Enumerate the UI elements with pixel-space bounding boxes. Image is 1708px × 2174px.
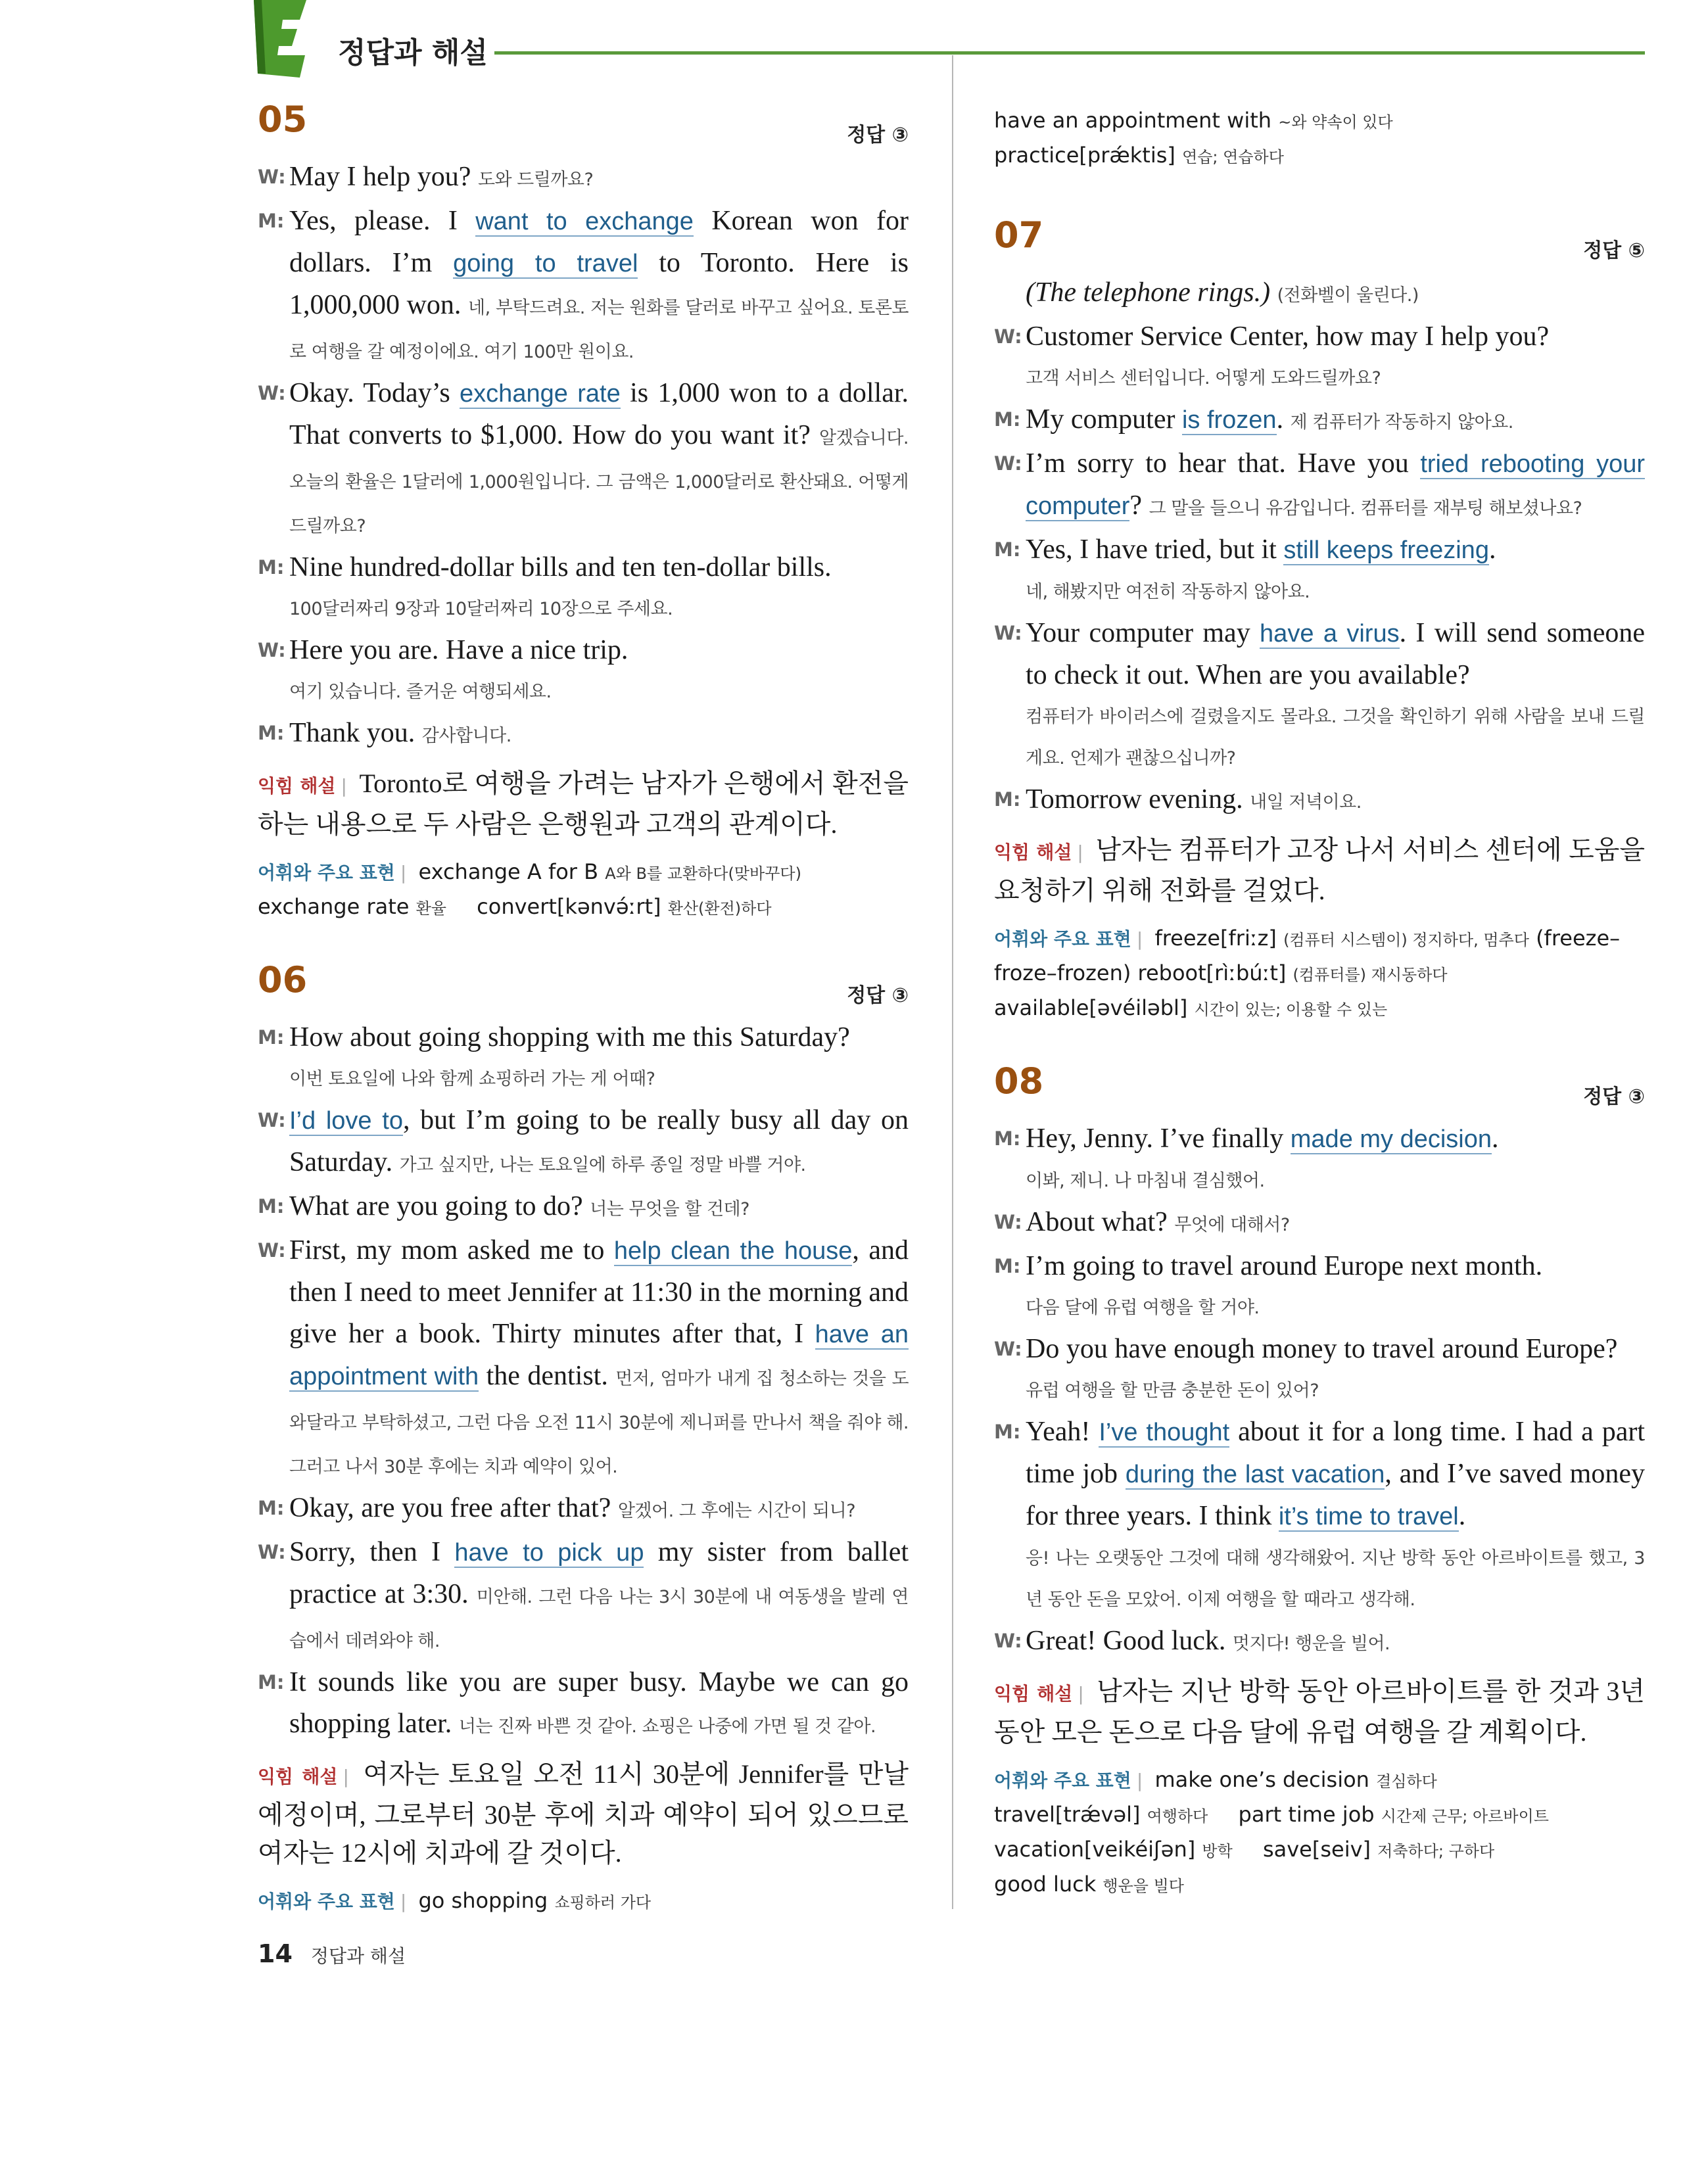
dialogue-line — [258, 1662, 909, 1747]
speaker-label: M: — [994, 1255, 1021, 1277]
english-text: Here you are. Have a nice trip. — [289, 635, 629, 665]
english-text: Yes, I have tried, but it — [1026, 534, 1277, 565]
english-text: Sorry, then I — [289, 1537, 441, 1567]
explanation-note: 익힘 해설 | 남자는 지난 방학 동안 아르바이트를 한 것과 3년 동안 모은 돈으로 다음 달에 유럽 여행을 갈 계획이다. — [994, 1676, 1645, 1747]
vocab-term: exchange rate — [258, 894, 410, 919]
question-number: 05 — [258, 99, 308, 140]
vocabulary-box: 어휘와 주요 표현 | freeze[friːz] (컴퓨터 시스템이) 정지하다, 멈추다 (freeze–froze–frozen) reboot[rìːbúːt] (컴퓨터를) 재시동하다 available[əvéiləbl] 시간이 있는; 이용할 수 있는 — [994, 926, 1621, 1020]
english-text: (The telephone rings.) — [1026, 277, 1271, 308]
question-number: 08 — [994, 1060, 1044, 1102]
footer-label: 정답과 해설 — [310, 1945, 406, 1967]
english-text: What are you going to do? — [289, 1191, 583, 1221]
korean-translation: 너는 진짜 바쁜 것 같아. 쇼핑은 나중에 가면 될 것 같아. — [458, 1716, 876, 1737]
explanation-note: 익힘 해설 | Toronto로 여행을 가려는 남자가 은행에서 환전을 하는 내용으로 두 사람은 은행원과 고객의 관계이다. — [258, 768, 909, 839]
korean-translation: 고객 서비스 센터입니다. 어떻게 도와드릴까요? — [1026, 368, 1381, 389]
english-text: Okay, are you free after that? — [289, 1493, 611, 1523]
answer-label: 정답 ⑤ — [1583, 239, 1645, 262]
english-text: . — [1276, 404, 1284, 435]
vocabulary-box: 어휘와 주요 표현 | go shopping 쇼핑하러 가다 — [258, 1888, 652, 1913]
korean-translation: 유럽 여행을 할 만큼 충분한 돈이 있어? — [1026, 1381, 1319, 1401]
english-text: to Toronto. Here is 1,000,000 won. — [289, 248, 909, 320]
english-text: is 1,000 won to a dollar. That converts to $1,000. How do you want it? — [289, 378, 909, 450]
question-header — [994, 214, 1645, 267]
dialogue-line — [258, 373, 909, 547]
dialogue-line — [994, 613, 1645, 779]
korean-translation: 여기 있습니다. 즐거운 여행되세요. — [289, 682, 552, 702]
korean-translation: 무엇에 대해서? — [1174, 1215, 1290, 1235]
english-text: May I help you? — [289, 162, 471, 192]
vocab-meaning: 저축하다; 구하다 — [1377, 1842, 1495, 1860]
speaker-label: M: — [258, 556, 285, 579]
vocab-term: available[əvéiləbl] — [994, 995, 1188, 1020]
dialogue-line — [258, 201, 909, 373]
vocab-meaning: (컴퓨터 시스템이) 정지하다, 멈추다 — [1283, 931, 1529, 949]
highlighted-phrase: it’s time to travel — [1278, 1503, 1459, 1530]
highlighted-phrase: want to exchange — [475, 208, 694, 235]
english-text: the dentist. — [486, 1361, 608, 1391]
speaker-label: M: — [994, 1127, 1021, 1150]
vocabulary-label: 어휘와 주요 표현 — [994, 1770, 1131, 1791]
question-08 — [994, 1060, 1645, 1902]
english-text: . I will send someone to check it out. When are you available? — [1026, 618, 1646, 690]
korean-translation: 도와 드릴까요? — [477, 170, 594, 190]
highlighted-phrase: I’ve thought — [1099, 1419, 1230, 1446]
dialogue-line — [258, 1488, 909, 1532]
vocab-term: reboot[rìːbúːt] — [1137, 960, 1287, 985]
vocab-meaning: 환산(환전)하다 — [667, 899, 772, 918]
english-text: . — [1488, 534, 1496, 565]
korean-translation: 너는 무엇을 할 건데? — [590, 1199, 749, 1219]
answer-label: 정답 ③ — [847, 124, 909, 147]
english-text: How about going shopping with me this Saturday? — [289, 1022, 850, 1052]
speaker-label: W: — [258, 639, 286, 661]
explanation-text: 남자는 지난 방학 동안 아르바이트를 한 것과 3년 동안 모은 돈으로 다음 달에 유럽 여행을 갈 계획이다. — [994, 1676, 1645, 1747]
speaker-label: W: — [258, 1541, 286, 1563]
speaker-label: M: — [994, 408, 1021, 431]
english-text: Yeah! — [1026, 1417, 1091, 1447]
vocab-meaning: 여행하다 — [1147, 1807, 1208, 1826]
highlighted-phrase: help clean the house — [613, 1237, 853, 1265]
page-footer — [258, 1939, 406, 1968]
korean-translation: 멋지다! 행운을 빌어. — [1232, 1634, 1390, 1654]
english-text: Korean won for dollars. I’m — [289, 206, 909, 278]
vocab-term: exchange A for B — [418, 859, 599, 884]
speaker-label: W: — [994, 325, 1022, 348]
speaker-label: W: — [994, 1338, 1022, 1360]
explanation-text: 남자는 컴퓨터가 고장 나서 서비스 센터에 도움을 요청하기 위해 전화를 걸었다. — [994, 835, 1645, 905]
korean-translation: 100달러짜리 9장과 10달러짜리 10장으로 주세요. — [289, 599, 673, 619]
dialogue-line — [994, 443, 1645, 529]
english-text: Your computer may — [1026, 618, 1250, 648]
korean-translation: 감사합니다. — [421, 726, 511, 746]
right-column — [994, 110, 1645, 1937]
dialogue-line — [258, 1017, 909, 1100]
vocab-meaning: 방학 — [1202, 1842, 1233, 1860]
question-number: 07 — [994, 214, 1044, 256]
explanation-text: 여자는 토요일 오전 11시 30분에 Jennifer를 만날 예정이며, 그로부터 30분 후에 치과 예약이 되어 있으므로 여자는 12시에 치과에 갈 것이다. — [258, 1759, 909, 1868]
vocab-term: practice[prǽktis] — [994, 143, 1175, 168]
dialogue-line — [258, 713, 909, 757]
dialogue-line — [994, 1202, 1645, 1246]
english-text: Okay. Today’s — [289, 378, 450, 408]
vocabulary-label: 어휘와 주요 표현 — [258, 862, 395, 884]
korean-translation: 미안해. 그런 다음 나는 3시 30분에 내 여동생을 발레 연습에서 데려와야 해. — [289, 1587, 909, 1651]
speaker-label: M: — [258, 1497, 285, 1519]
speaker-label: M: — [258, 1195, 285, 1217]
english-text: It sounds like you are super busy. Maybe we can go shopping later. — [289, 1667, 909, 1739]
english-text: about it for a long time. I had a part time job — [1026, 1417, 1646, 1489]
english-text: ? — [1129, 490, 1143, 521]
dialogue-line — [258, 156, 909, 201]
english-text: About what? — [1026, 1207, 1168, 1237]
explanation-label: 익힘 해설 — [258, 1766, 338, 1787]
stage-direction — [994, 272, 1645, 316]
question-07 — [994, 214, 1645, 1026]
highlighted-phrase: tried rebooting your computer — [1026, 450, 1645, 520]
vocab-meaning: 연습; 연습하다 — [1182, 148, 1284, 166]
korean-translation: 응! 나는 오랫동안 그것에 대해 생각해왔어. 지난 방학 동안 아르바이트를 했고, 3년 동안 돈을 모았어. 이제 여행을 할 때라고 생각해. — [1026, 1548, 1645, 1610]
dialogue-line — [258, 1230, 909, 1488]
speaker-label: M: — [258, 1671, 285, 1693]
korean-translation: 이봐, 제니. 나 마침내 결심했어. — [1026, 1171, 1265, 1191]
english-text: , and I’ve saved money for three years. I think — [1026, 1459, 1645, 1531]
vocab-meaning: 환율 — [415, 899, 446, 918]
dialogue-line — [994, 779, 1645, 823]
speaker-label: M: — [258, 722, 285, 744]
question-header — [258, 99, 909, 151]
english-text: Yes, please. I — [289, 206, 458, 236]
vocab-forms: (freeze–froze–frozen) — [994, 926, 1621, 985]
question-header — [994, 1060, 1645, 1113]
vocab-term: make one’s decision — [1154, 1767, 1369, 1792]
english-text: My computer — [1026, 404, 1175, 435]
vocabulary-continued — [994, 104, 1645, 174]
vocab-term: go shopping — [418, 1888, 548, 1913]
vocab-meaning: 행운을 빌다 — [1103, 1877, 1184, 1895]
dialogue-line — [258, 1100, 909, 1186]
dialogue-line — [994, 529, 1645, 613]
highlighted-phrase: I’d love to — [289, 1107, 403, 1135]
vocab-term: travel[trǽvəl] — [994, 1802, 1141, 1827]
vocab-term: save[seiv] — [1262, 1837, 1371, 1862]
page-number: 14 — [258, 1939, 293, 1968]
left-column — [258, 99, 909, 1953]
dialogue-line — [994, 1411, 1645, 1620]
english-text: I’m going to travel around Europe next month. — [1026, 1251, 1543, 1281]
speaker-label: W: — [994, 1630, 1022, 1652]
vocab-meaning: 시간이 있는; 이용할 수 있는 — [1194, 1001, 1388, 1019]
explanation-note: 익힘 해설 | 여자는 토요일 오전 11시 30분에 Jennifer를 만날 예정이며, 그로부터 30분 후에 치과 예약이 되어 있으므로 여자는 12시에 치과에 갈 것이다. — [258, 1759, 909, 1868]
dialogue-line — [258, 1186, 909, 1230]
highlighted-phrase: going to travel — [453, 250, 638, 277]
vocabulary-box: 어휘와 주요 표현 | exchange A for B A와 B를 교환하다(맞바꾸다) exchange rate 환율 convert[kənvə́ːrt] 환산(환전)하다 — [258, 859, 801, 919]
dialogue-line — [994, 1118, 1645, 1202]
vocab-term: freeze[friːz] — [1154, 926, 1277, 951]
column-divider — [952, 55, 953, 1909]
speaker-label: W: — [994, 452, 1022, 475]
english-text: First, my mom asked me to — [289, 1235, 605, 1265]
explanation-label: 익힘 해설 — [994, 1683, 1073, 1705]
english-text: . — [1492, 1123, 1499, 1154]
speaker-label: M: — [994, 788, 1021, 811]
speaker-label: W: — [258, 166, 286, 188]
english-text: , and then I need to meet Jennifer at 11:30 in the morning and give her a book. Thirty minutes after that, I — [289, 1235, 909, 1349]
vocabulary-label: 어휘와 주요 표현 — [994, 928, 1131, 950]
vocab-meaning: 결심하다 — [1376, 1772, 1437, 1791]
english-text: . — [1458, 1501, 1466, 1531]
english-text: my sister from ballet practice at 3:30. — [289, 1537, 909, 1609]
explanation-label: 익힘 해설 — [258, 775, 336, 797]
dialogue-line — [994, 1620, 1645, 1665]
header-rule — [494, 51, 1645, 55]
dialogue-line — [994, 1329, 1645, 1411]
question-06 — [258, 959, 909, 1919]
question-number: 06 — [258, 959, 308, 1001]
speaker-label: M: — [258, 1026, 285, 1049]
highlighted-phrase: have to pick up — [454, 1539, 644, 1567]
speaker-label: W: — [258, 1109, 286, 1131]
english-text: Great! Good luck. — [1026, 1626, 1226, 1656]
english-text: Hey, Jenny. I’ve finally — [1026, 1123, 1284, 1154]
vocab-meaning: ~와 약속이 있다 — [1278, 113, 1393, 131]
header-title: 정답과 해설 — [338, 36, 488, 70]
vocab-meaning: 쇼핑하러 가다 — [554, 1893, 652, 1912]
korean-translation: (전화벨이 울린다.) — [1277, 285, 1419, 306]
vocab-meaning: A와 B를 교환하다(맞바꾸다) — [605, 864, 801, 883]
english-text: Customer Service Center, how may I help you? — [1026, 321, 1550, 352]
highlighted-phrase: have an appointment with — [289, 1321, 909, 1390]
speaker-label: M: — [994, 538, 1021, 561]
english-text: I’m sorry to hear that. Have you — [1026, 448, 1409, 479]
vocab-term: vacation[veikéiʃən] — [994, 1837, 1196, 1862]
korean-translation: 알겠습니다. 오늘의 환율은 1달러에 1,000원입니다. 그 금액은 1,000달러로 환산돼요. 어떻게 드릴까요? — [289, 428, 909, 536]
korean-translation: 알겠어. 그 후에는 시간이 되니? — [617, 1501, 856, 1521]
explanation-text: Toronto로 여행을 가려는 남자가 은행에서 환전을 하는 내용으로 두 사람은 은행원과 고객의 관계이다. — [258, 768, 909, 839]
speaker-label: W: — [994, 622, 1022, 644]
speaker-label: W: — [994, 1211, 1022, 1233]
vocab-term: good luck — [994, 1872, 1097, 1897]
dialogue-line — [258, 1532, 909, 1662]
vocab-term: part time job — [1238, 1802, 1375, 1827]
speaker-label: W: — [258, 1239, 286, 1262]
explanation-label: 익힘 해설 — [994, 841, 1072, 863]
highlighted-phrase: made my decision — [1290, 1125, 1492, 1153]
korean-translation: 내일 저녁이요. — [1250, 792, 1362, 813]
korean-translation: 네, 부탁드려요. 저는 원화를 달러로 바꾸고 싶어요. 토론토로 여행을 갈 예정이에요. 여기 100만 원이요. — [289, 298, 909, 362]
dialogue-line — [258, 630, 909, 713]
korean-translation: 이번 토요일에 나와 함께 쇼핑하러 가는 게 어때? — [289, 1069, 655, 1089]
vocabulary-box: 어휘와 주요 표현 | make one’s decision 결심하다 travel[trǽvəl] 여행하다 part time job 시간제 근무; 아르바이트 vacation[veikéiʃən] 방학 save[seiv] 저축하다; 구하다 good luck 행운을 빌다 — [994, 1767, 1549, 1897]
vocab-term: have an appointment with — [994, 108, 1272, 133]
english-text: Do you have enough money to travel around Europe? — [1026, 1334, 1618, 1364]
highlighted-phrase: have a virus — [1260, 620, 1400, 648]
korean-translation: 네, 해봤지만 여전히 작동하지 않아요. — [1026, 582, 1310, 602]
english-text: Thank you. — [289, 718, 415, 748]
english-text: , but I’m going to be really busy all day on Saturday. — [289, 1105, 909, 1177]
explanation-note: 익힘 해설 | 남자는 컴퓨터가 고장 나서 서비스 센터에 도움을 요청하기 위해 전화를 걸었다. — [994, 835, 1645, 905]
answer-label: 정답 ③ — [847, 984, 909, 1007]
korean-translation: 그 말을 들으니 유감입니다. 컴퓨터를 재부팅 해보셨나요? — [1149, 498, 1582, 519]
answer-label: 정답 ③ — [1583, 1085, 1645, 1108]
speaker-label: M: — [994, 1421, 1021, 1443]
highlighted-phrase: exchange rate — [460, 380, 621, 408]
highlighted-phrase: during the last vacation — [1125, 1461, 1385, 1488]
highlighted-phrase: still keeps freezing — [1283, 536, 1489, 564]
highlighted-phrase: is frozen — [1181, 406, 1277, 434]
question-header — [258, 959, 909, 1012]
dialogue-line — [994, 1246, 1645, 1329]
vocab-meaning: (컴퓨터를) 재시동하다 — [1293, 966, 1448, 984]
question-05 — [258, 99, 909, 925]
korean-translation: 제 컴퓨터가 작동하지 않아요. — [1290, 412, 1513, 433]
korean-translation: 컴퓨터가 바이러스에 걸렸을지도 몰라요. 그것을 확인하기 위해 사람을 보내 드릴게요. 언제가 괜찮으십니까? — [1026, 707, 1645, 768]
vocabulary-label: 어휘와 주요 표현 — [258, 1891, 395, 1912]
chapter-logo-icon — [249, 0, 327, 78]
dialogue-line — [258, 547, 909, 630]
korean-translation: 가고 싶지만, 나는 토요일에 하루 종일 정말 바쁠 거야. — [399, 1155, 806, 1175]
speaker-label: M: — [258, 210, 285, 232]
korean-translation: 먼저, 엄마가 내게 집 청소하는 것을 도와달라고 부탁하셨고, 그런 다음 오전 11시 30분에 제니퍼를 만나서 책을 줘야 해. 그러고 나서 30분 후에는 치과 예약이 있어. — [289, 1369, 909, 1477]
dialogue-line — [994, 399, 1645, 443]
dialogue-line — [994, 316, 1645, 399]
english-text: Nine hundred-dollar bills and ten ten-dollar bills. — [289, 552, 832, 582]
speaker-label: W: — [258, 382, 286, 404]
vocab-meaning: 시간제 근무; 아르바이트 — [1381, 1807, 1549, 1826]
english-text: Tomorrow evening. — [1026, 784, 1243, 815]
korean-translation: 다음 달에 유럽 여행을 할 거야. — [1026, 1298, 1260, 1318]
vocab-term: convert[kənvə́ːrt] — [477, 894, 661, 919]
